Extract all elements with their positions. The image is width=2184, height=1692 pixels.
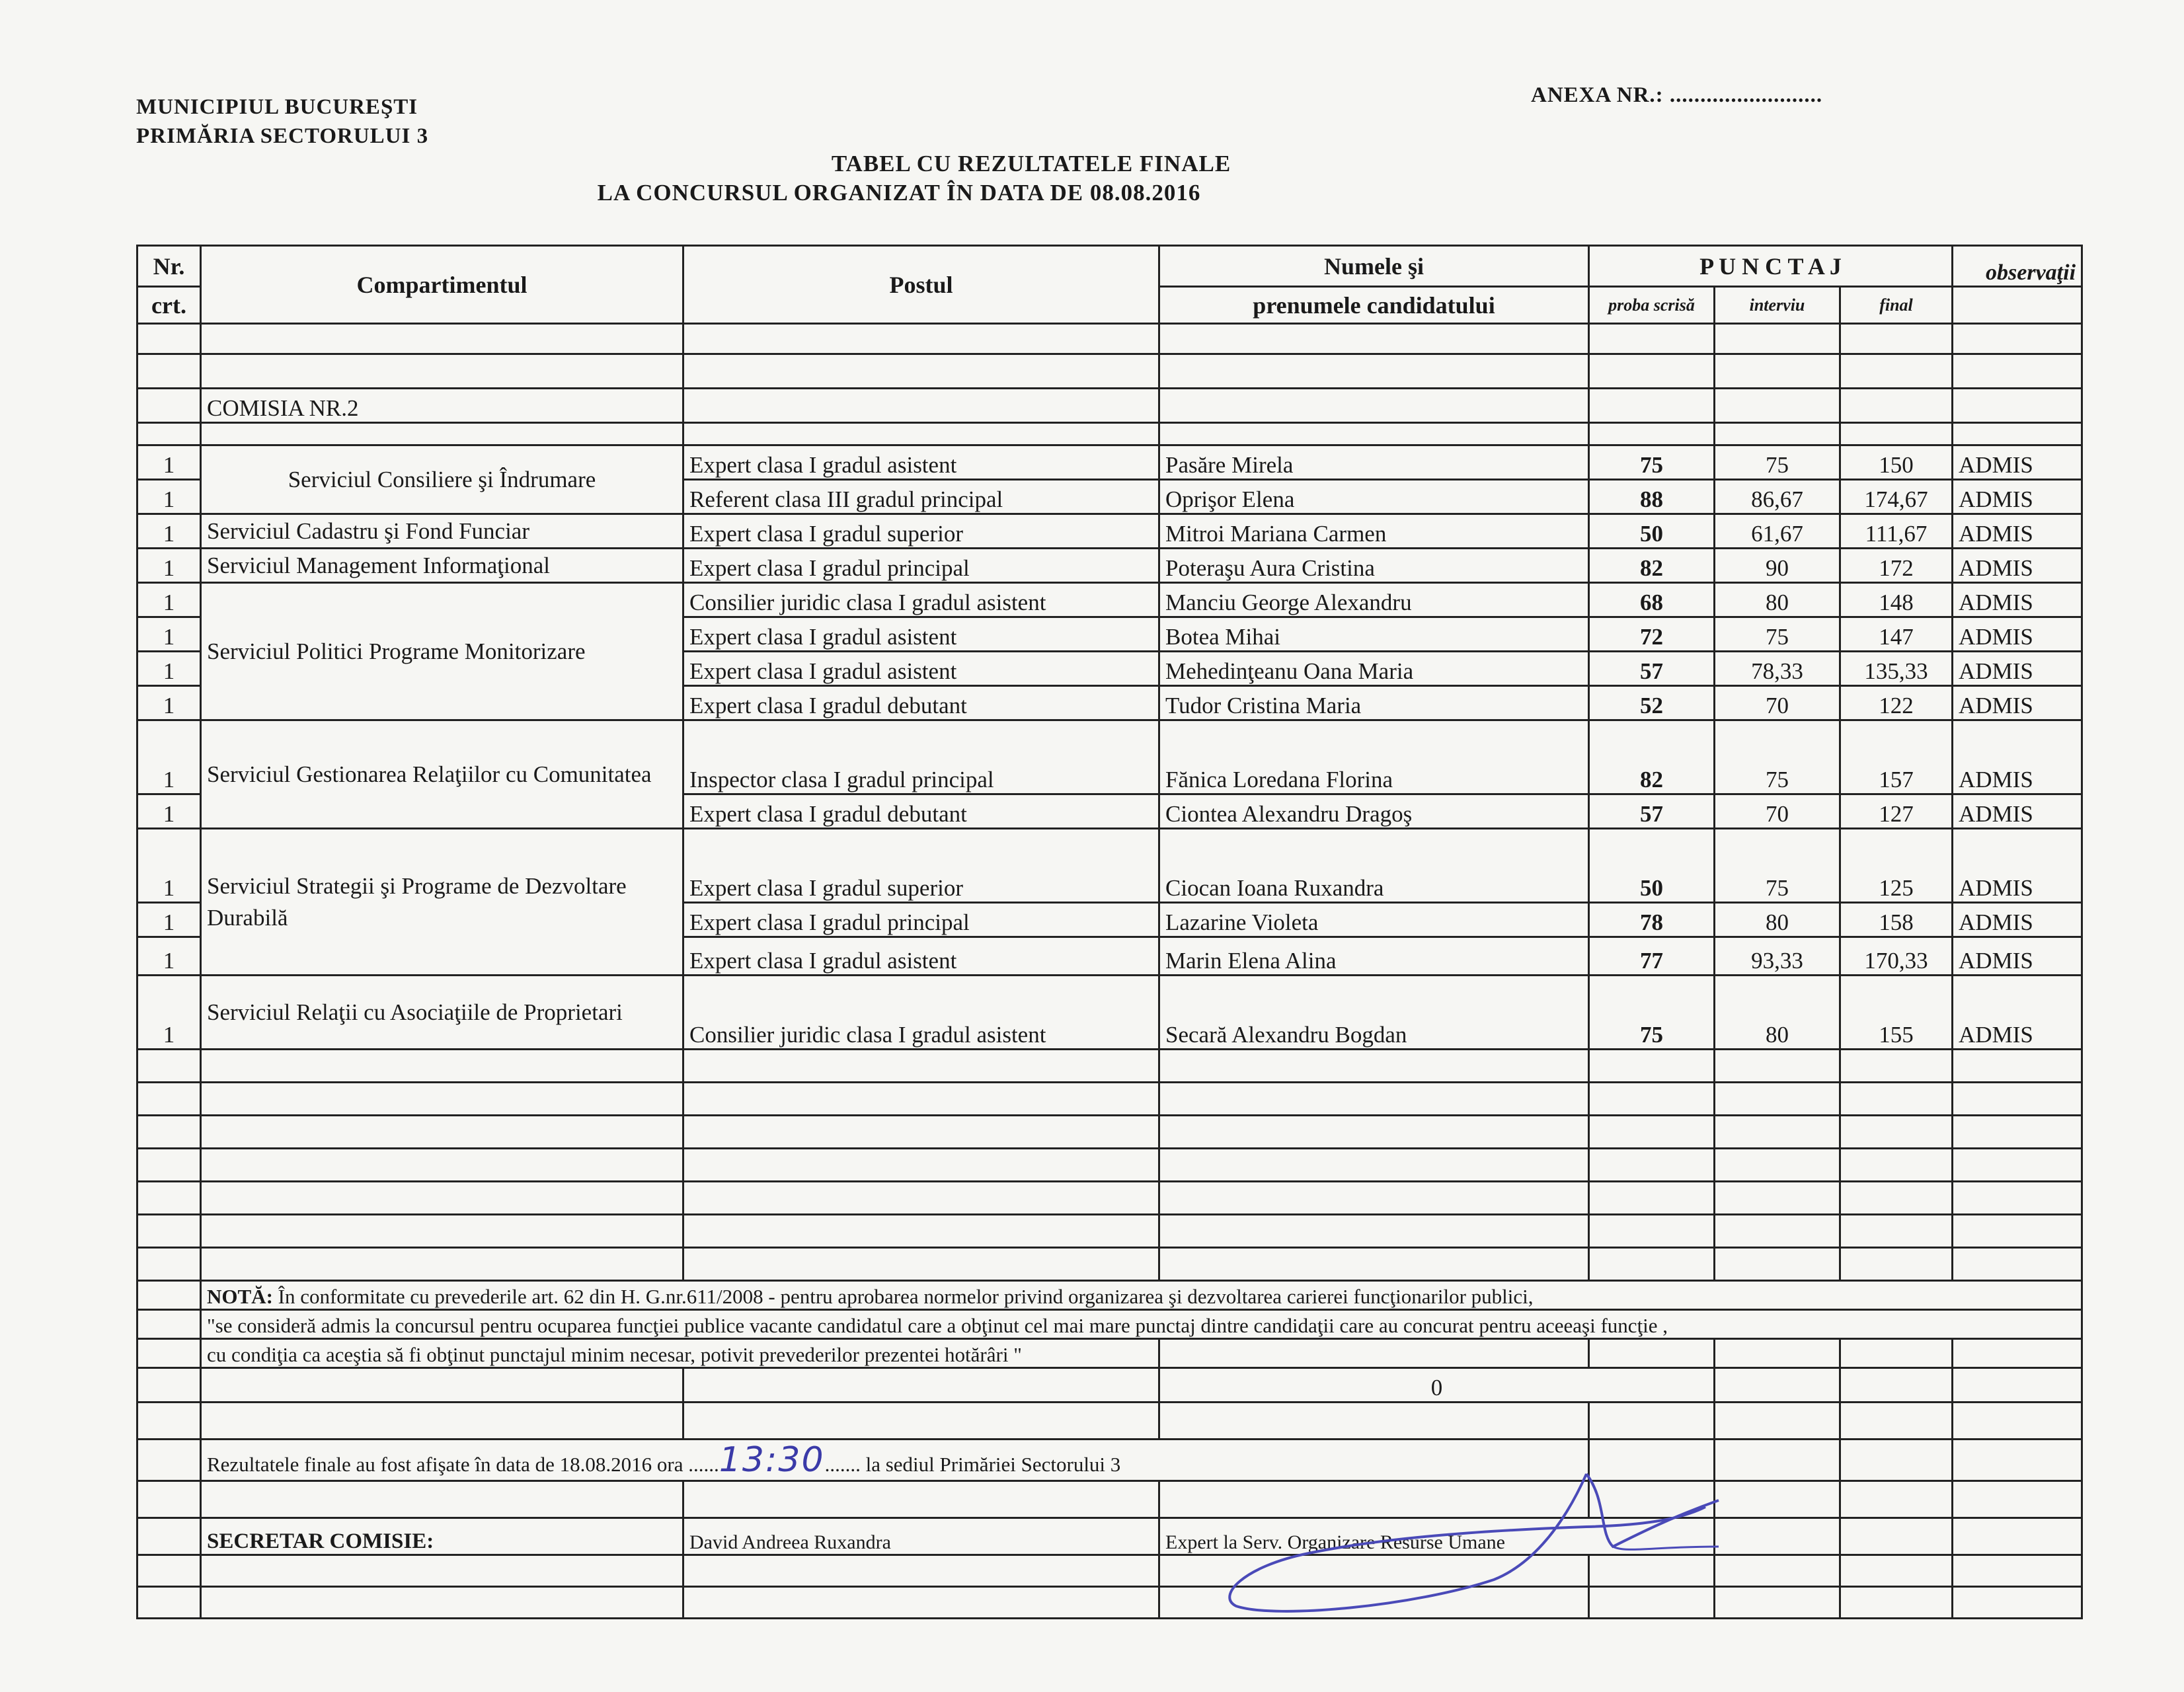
score-written: 78 [1589, 903, 1715, 937]
secretary-name: David Andreea Ruxandra [683, 1518, 1159, 1555]
col-interviu-header: interviu [1715, 287, 1840, 324]
post-name: Expert clasa I gradul asistent [683, 937, 1159, 976]
score-interview: 93,33 [1715, 937, 1840, 976]
row-number: 1 [137, 652, 201, 686]
score-written: 57 [1589, 652, 1715, 686]
commission-label: COMISIA NR.2 [201, 389, 683, 423]
blank-row [137, 324, 2082, 354]
note-label: NOTĂ: [207, 1285, 273, 1308]
posting-time: 13:30 [719, 1440, 825, 1480]
observation: ADMIS [1953, 445, 2082, 480]
score-interview: 61,67 [1715, 514, 1840, 549]
col-final-header: final [1840, 287, 1953, 324]
post-name: Expert clasa I gradul superior [683, 514, 1159, 549]
row-number: 1 [137, 549, 201, 583]
score-interview: 70 [1715, 794, 1840, 829]
post-name: Inspector clasa I gradul principal [683, 720, 1159, 794]
note-paragraph-3: cu condiţia ca aceştia să fi obţinut punctajul minim necesar, potivit prevederilor prezentei hotărâri " [201, 1339, 1159, 1368]
post-name: Consilier juridic clasa I gradul asistent [683, 583, 1159, 617]
post-name: Expert clasa I gradul asistent [683, 445, 1159, 480]
row-number: 1 [137, 829, 201, 903]
candidate-name: Pasăre Mirela [1159, 445, 1589, 480]
score-written: 50 [1589, 829, 1715, 903]
row-number: 1 [137, 794, 201, 829]
observation: ADMIS [1953, 686, 2082, 720]
department-name: Serviciul Cadastru şi Fond Funciar [201, 514, 683, 549]
candidate-name: Manciu George Alexandru [1159, 583, 1589, 617]
zero-value: 0 [1159, 1368, 1715, 1403]
row-number: 1 [137, 937, 201, 976]
table-row [137, 445, 2082, 480]
col-prenume-header: prenumele candidatului [1159, 287, 1589, 324]
note-row-1 [137, 1281, 2082, 1310]
score-written: 82 [1589, 720, 1715, 794]
document-subtitle: LA CONCURSUL ORGANIZAT ÎN DATA DE 08.08.2016 [597, 180, 1201, 206]
col-proba-header: proba scrisă [1589, 287, 1715, 324]
post-name: Expert clasa I gradul debutant [683, 794, 1159, 829]
row-number: 1 [137, 480, 201, 514]
zero-row [137, 1368, 2082, 1403]
candidate-name: Lazarine Violeta [1159, 903, 1589, 937]
department-name: Serviciul Politici Programe Monitorizare [201, 583, 683, 720]
candidate-name: Mehedinţeanu Oana Maria [1159, 652, 1589, 686]
score-written: 75 [1589, 976, 1715, 1050]
row-number: 1 [137, 445, 201, 480]
observation: ADMIS [1953, 829, 2082, 903]
observation: ADMIS [1953, 903, 2082, 937]
score-interview: 75 [1715, 829, 1840, 903]
note-row-3 [137, 1339, 2082, 1368]
score-final: 122 [1840, 686, 1953, 720]
document-title: TABEL CU REZULTATELE FINALE [831, 151, 1231, 176]
table-row [137, 829, 2082, 903]
observation: ADMIS [1953, 480, 2082, 514]
score-interview: 80 [1715, 583, 1840, 617]
score-interview: 75 [1715, 445, 1840, 480]
secretary-label: SECRETAR COMISIE: [201, 1518, 683, 1555]
score-interview: 70 [1715, 686, 1840, 720]
candidate-name: Poteraşu Aura Cristina [1159, 549, 1589, 583]
score-written: 88 [1589, 480, 1715, 514]
org-line-city-hall: PRIMĂRIA SECTORULUI 3 [136, 124, 429, 148]
score-final: 158 [1840, 903, 1953, 937]
department-name: Serviciul Consiliere şi Îndrumare [201, 445, 683, 514]
observation: ADMIS [1953, 549, 2082, 583]
table-row [137, 549, 2082, 583]
table-row [137, 976, 2082, 1050]
score-final: 127 [1840, 794, 1953, 829]
note-paragraph-2: "se consideră admis la concursul pentru ocuparea funcţiei publice vacante candidatul care a obţinut cel mai mare punctaj dintre candidaţii care au concurat pentru aceeaşi funcţie , [201, 1310, 2082, 1339]
post-name: Expert clasa I gradul asistent [683, 617, 1159, 652]
candidate-name: Mitroi Mariana Carmen [1159, 514, 1589, 549]
row-number: 1 [137, 514, 201, 549]
row-number: 1 [137, 976, 201, 1050]
observation: ADMIS [1953, 794, 2082, 829]
score-interview: 80 [1715, 903, 1840, 937]
observation: ADMIS [1953, 652, 2082, 686]
commission-row [137, 389, 2082, 423]
note-row-2 [137, 1310, 2082, 1339]
observation: ADMIS [1953, 976, 2082, 1050]
post-name: Expert clasa I gradul debutant [683, 686, 1159, 720]
score-written: 72 [1589, 617, 1715, 652]
table-row [137, 720, 2082, 794]
secretary-row [137, 1518, 2082, 1555]
score-final: 150 [1840, 445, 1953, 480]
score-written: 75 [1589, 445, 1715, 480]
results-posted-row [137, 1440, 2082, 1481]
candidate-name: Tudor Cristina Maria [1159, 686, 1589, 720]
candidate-name: Marin Elena Alina [1159, 937, 1589, 976]
org-line-municipality: MUNICIPIUL BUCUREŞTI [136, 95, 418, 119]
score-interview: 75 [1715, 720, 1840, 794]
row-number: 1 [137, 720, 201, 794]
post-name: Referent clasa III gradul principal [683, 480, 1159, 514]
score-interview: 78,33 [1715, 652, 1840, 686]
score-final: 157 [1840, 720, 1953, 794]
candidate-name: Ciontea Alexandru Dragoş [1159, 794, 1589, 829]
post-name: Expert clasa I gradul asistent [683, 652, 1159, 686]
blank-row [137, 423, 2082, 445]
row-number: 1 [137, 583, 201, 617]
col-crt-header: crt. [137, 287, 201, 324]
post-name: Expert clasa I gradul superior [683, 829, 1159, 903]
score-written: 52 [1589, 686, 1715, 720]
col-nr-header: Nr. [137, 246, 201, 287]
score-interview: 80 [1715, 976, 1840, 1050]
organization-header [136, 93, 428, 151]
department-name: Serviciul Relaţii cu Asociaţiile de Proprietari [201, 976, 683, 1050]
post-name: Expert clasa I gradul principal [683, 903, 1159, 937]
score-interview: 86,67 [1715, 480, 1840, 514]
observation: ADMIS [1953, 720, 2082, 794]
header-row-1 [137, 246, 2082, 287]
score-final: 135,33 [1840, 652, 1953, 686]
note-paragraph-1: NOTĂ: În conformitate cu prevederile art. 62 din H. G.nr.611/2008 - pentru aprobarea normelor privind organizarea şi dezvoltarea carierei funcţionarilor publici, [201, 1281, 2082, 1310]
blank-row [137, 354, 2082, 389]
col-observatii-header: observaţii [1953, 246, 2082, 287]
table-row [137, 514, 2082, 549]
secretary-role: Expert la Serv. Organizare Resurse Umane [1159, 1518, 1715, 1555]
score-written: 50 [1589, 514, 1715, 549]
candidate-name: Fănica Loredana Florina [1159, 720, 1589, 794]
candidate-name: Oprişor Elena [1159, 480, 1589, 514]
observation: ADMIS [1953, 937, 2082, 976]
score-written: 82 [1589, 549, 1715, 583]
col-nume-header: Numele şi [1159, 246, 1589, 287]
department-name: Serviciul Management Informaţional [201, 549, 683, 583]
score-final: 125 [1840, 829, 1953, 903]
results-table [136, 245, 2083, 1619]
score-interview: 90 [1715, 549, 1840, 583]
handwritten-signature [1216, 1454, 1758, 1626]
score-final: 172 [1840, 549, 1953, 583]
observation: ADMIS [1953, 514, 2082, 549]
col-compartiment-header: Compartimentul [201, 246, 683, 324]
department-name: Serviciul Gestionarea Relaţiilor cu Comunitatea [201, 720, 683, 829]
score-written: 77 [1589, 937, 1715, 976]
score-final: 111,67 [1840, 514, 1953, 549]
row-number: 1 [137, 617, 201, 652]
row-number: 1 [137, 903, 201, 937]
results-posted-text: Rezultatele finale au fost afişate în data de 18.08.2016 ora ......13:30....... la sediul Primăriei Sectorului 3 [201, 1440, 1589, 1481]
candidate-name: Botea Mihai [1159, 617, 1589, 652]
score-final: 170,33 [1840, 937, 1953, 976]
score-final: 174,67 [1840, 480, 1953, 514]
score-written: 57 [1589, 794, 1715, 829]
observation: ADMIS [1953, 617, 2082, 652]
annex-label: ANEXA NR.: ......................... [1531, 83, 1823, 107]
score-written: 68 [1589, 583, 1715, 617]
col-postul-header: Postul [683, 246, 1159, 324]
observation: ADMIS [1953, 583, 2082, 617]
score-final: 148 [1840, 583, 1953, 617]
candidate-name: Ciocan Ioana Ruxandra [1159, 829, 1589, 903]
score-final: 155 [1840, 976, 1953, 1050]
col-punctaj-header: P U N C T A J [1589, 246, 1953, 287]
department-name: Serviciul Strategii şi Programe de Dezvoltare Durabilă [201, 829, 683, 976]
score-interview: 75 [1715, 617, 1840, 652]
post-name: Expert clasa I gradul principal [683, 549, 1159, 583]
post-name: Consilier juridic clasa I gradul asistent [683, 976, 1159, 1050]
score-final: 147 [1840, 617, 1953, 652]
table-row [137, 583, 2082, 617]
row-number: 1 [137, 686, 201, 720]
candidate-name: Secară Alexandru Bogdan [1159, 976, 1589, 1050]
